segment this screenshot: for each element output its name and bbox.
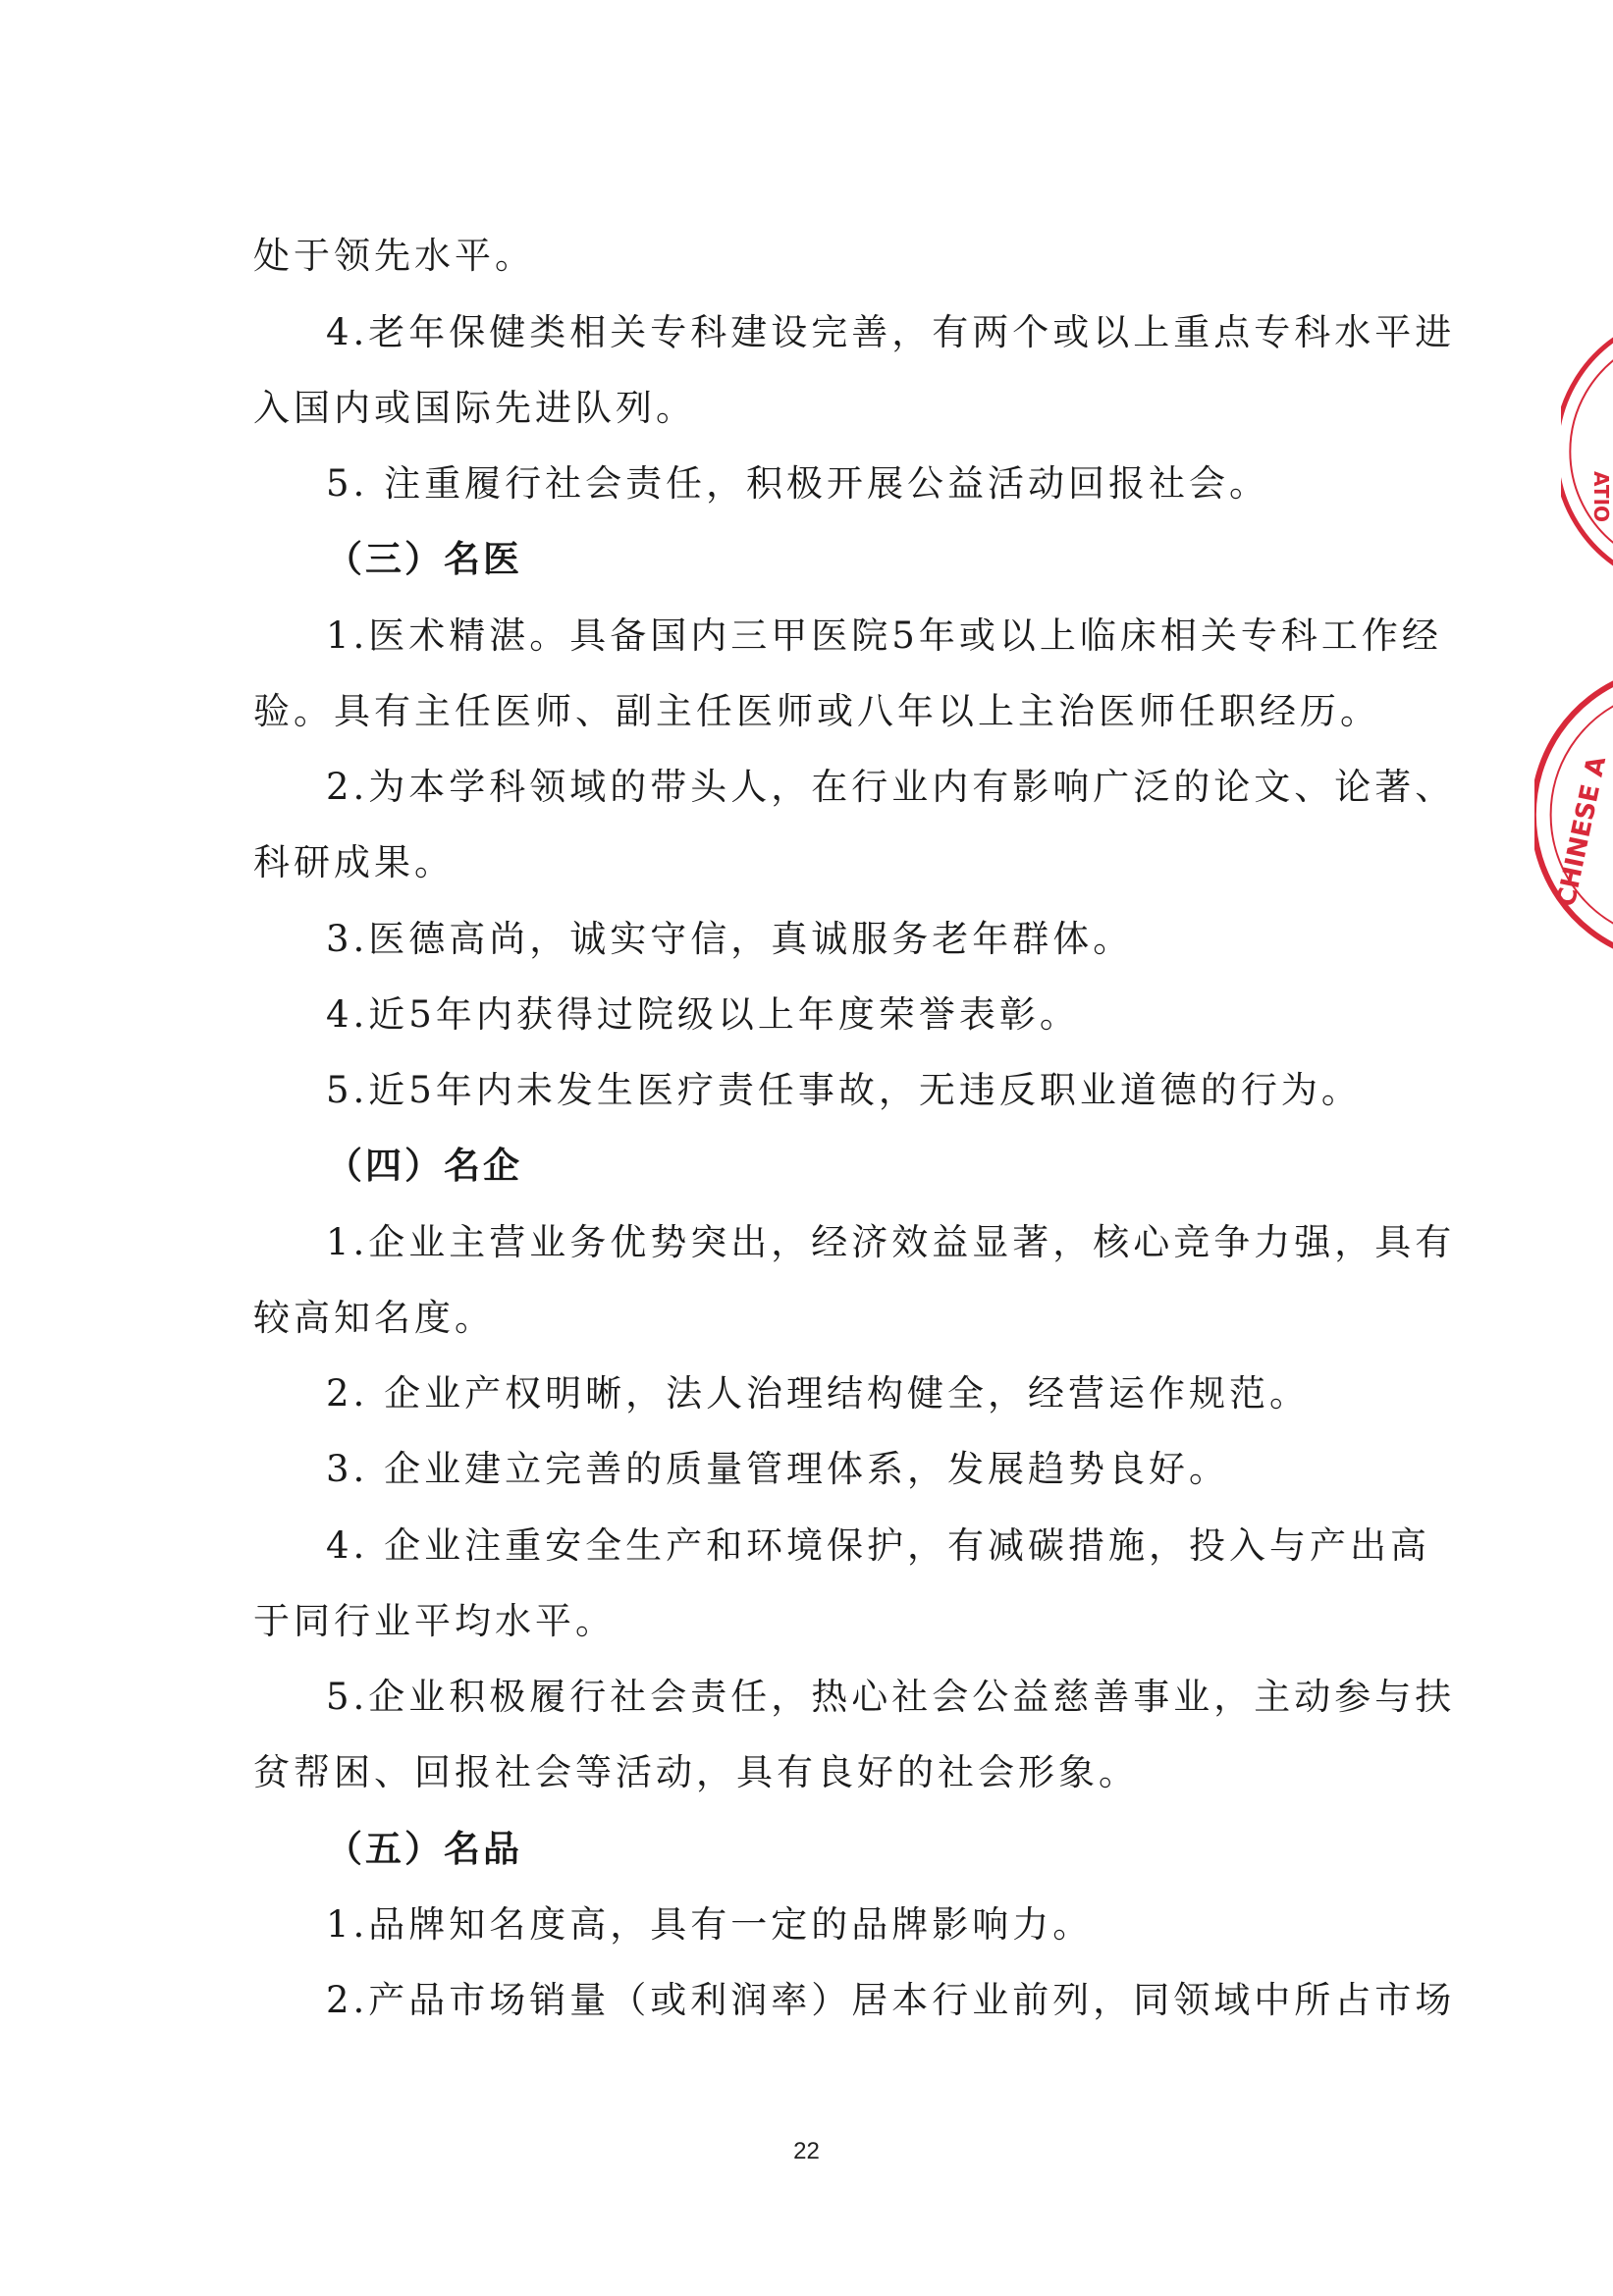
body-line-18: 4. 企业注重安全生产和环境保护，有减碳措施，投入与产出高 bbox=[326, 1524, 1431, 1567]
seal-upper-text: ATIO bbox=[1589, 471, 1613, 523]
seal-ring-arc-lower bbox=[1534, 677, 1613, 952]
body-line-8: 2.为本学科领域的带头人，在行业内有影响广泛的论文、论著、 bbox=[326, 766, 1456, 808]
body-line-7: 验。具有主任医师、副主任医师或八年以上主治医师任职经历。 bbox=[253, 690, 1380, 732]
seal-lower-text: CHINESE A bbox=[1551, 753, 1613, 910]
body-line-23: 1.品牌知名度高，具有一定的品牌影响力。 bbox=[326, 1903, 1094, 1946]
body-line-9: 科研成果。 bbox=[253, 841, 455, 883]
seal-inner-ring-arc-lower bbox=[1551, 699, 1613, 931]
section-heading-3: （三）名医 bbox=[326, 538, 522, 580]
body-line-11: 4.近5年内获得过院级以上年度荣誉表彰。 bbox=[326, 993, 1080, 1036]
body-line-10: 3.医德高尚，诚实守信，真诚服务老年群体。 bbox=[326, 918, 1134, 960]
body-line-1: 处于领先水平。 bbox=[253, 235, 535, 277]
body-line-12: 5.近5年内未发生医疗责任事故，无违反职业道德的行为。 bbox=[326, 1069, 1362, 1111]
body-line-21: 贫帮困、回报社会等活动，具有良好的社会形象。 bbox=[253, 1751, 1139, 1793]
body-line-17: 3. 企业建立完善的质量管理体系，发展趋势良好。 bbox=[326, 1448, 1230, 1490]
body-line-24: 2.产品市场销量（或利润率）居本行业前列，同领域中所占市场 bbox=[326, 1979, 1456, 2021]
body-line-2: 4.老年保健类相关专科建设完善，有两个或以上重点专科水平进 bbox=[326, 311, 1456, 353]
section-heading-5: （五）名品 bbox=[326, 1828, 522, 1870]
body-line-19: 于同行业平均水平。 bbox=[253, 1600, 616, 1642]
body-line-3: 入国内或国际先进队列。 bbox=[253, 387, 696, 429]
seal-ring-arc bbox=[1561, 334, 1613, 569]
body-line-6: 1.医术精湛。具备国内三甲医院5年或以上临床相关专科工作经 bbox=[326, 614, 1442, 657]
body-line-16: 2. 企业产权明晰，法人治理结构健全，经营运作规范。 bbox=[326, 1372, 1311, 1415]
seal-inner-ring-arc bbox=[1570, 353, 1613, 550]
body-line-20: 5.企业积极履行社会责任，热心社会公益慈善事业，主动参与扶 bbox=[326, 1676, 1456, 1718]
section-heading-4: （四）名企 bbox=[326, 1145, 522, 1187]
seal-upper-fragment bbox=[1561, 324, 1613, 579]
body-line-14: 1.企业主营业务优势突出，经济效益显著，核心竞争力强，具有 bbox=[326, 1221, 1456, 1263]
body-line-4: 5. 注重履行社会责任，积极开展公益活动回报社会。 bbox=[326, 462, 1270, 505]
page-number: 22 bbox=[793, 2138, 820, 2164]
body-line-15: 较高知名度。 bbox=[253, 1297, 495, 1339]
seal-lower-fragment bbox=[1534, 667, 1613, 962]
